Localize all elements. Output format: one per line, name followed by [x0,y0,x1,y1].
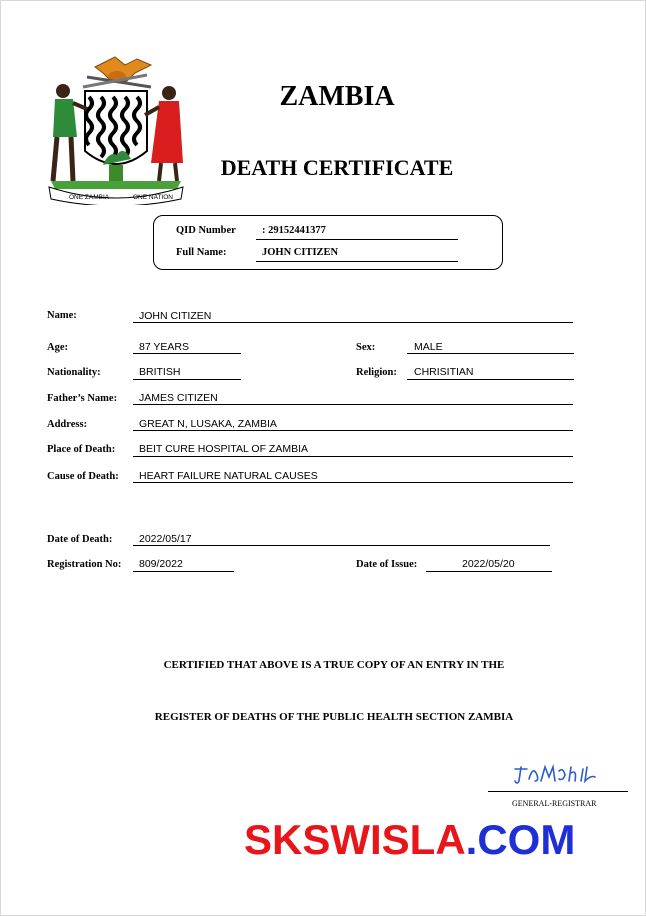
svg-text:ONE NATION: ONE NATION [133,194,173,201]
id-box [153,215,503,270]
registration-label: Registration No: [47,559,122,570]
address-label: Address: [47,419,88,430]
sex-label: Sex: [356,342,376,353]
age-label: Age: [47,342,68,353]
date-of-issue-label: Date of Issue: [356,559,418,570]
name-label: Name: [47,310,77,321]
nationality-label: Nationality: [47,367,101,378]
registration-value: 809/2022 [139,558,183,570]
father-value: JAMES CITIZEN [139,392,218,404]
watermark-blue: .COM [465,816,576,863]
qid-value: : 29152441377 [262,225,326,236]
religion-label: Religion: [356,367,397,378]
country-title: ZAMBIA [279,81,395,112]
cause-of-death-value: HEART FAILURE NATURAL CAUSES [139,470,318,482]
signatory-title: GENERAL-REGISTRAR [512,799,597,808]
full-name-label: Full Name: [176,247,227,258]
certification-line-1: CERTIFIED THAT ABOVE IS A TRUE COPY OF AN ENTRY IN THE [163,659,505,671]
date-of-death-value: 2022/05/17 [139,533,192,545]
signature-line [488,791,628,792]
date-of-issue-value: 2022/05/20 [462,558,515,570]
date-of-death-label: Date of Death: [47,534,113,545]
full-name-value: JOHN CITIZEN [262,247,339,258]
cause-of-death-label: Cause of Death: [47,471,119,482]
watermark-red: SKSWISLA [244,816,466,863]
signature-icon [513,761,597,787]
religion-value: CHRISITIAN [414,366,474,378]
svg-text:ONE ZAMBIA: ONE ZAMBIA [69,194,110,201]
qid-label: QID Number [176,225,236,236]
nationality-value: BRITISH [139,366,181,378]
place-of-death-value: BEIT CURE HOSPITAL OF ZAMBIA [139,443,308,455]
document-title: DEATH CERTIFICATE [220,155,454,180]
zambia-coat-of-arms-icon [47,53,185,205]
date-of-death-line [133,531,550,546]
age-value: 87 YEARS [139,341,190,353]
place-of-death-label: Place of Death: [47,444,116,455]
watermark-text [244,816,575,864]
certification-line-2: REGISTER OF DEATHS OF THE PUBLIC HEALTH SECTION ZAMBIA [154,711,514,723]
name-value: JOHN CITIZEN [139,310,212,322]
father-label: Father’s Name: [47,393,118,404]
sex-value: MALE [414,341,443,353]
address-value: GREAT N, LUSAKA, ZAMBIA [139,418,277,430]
